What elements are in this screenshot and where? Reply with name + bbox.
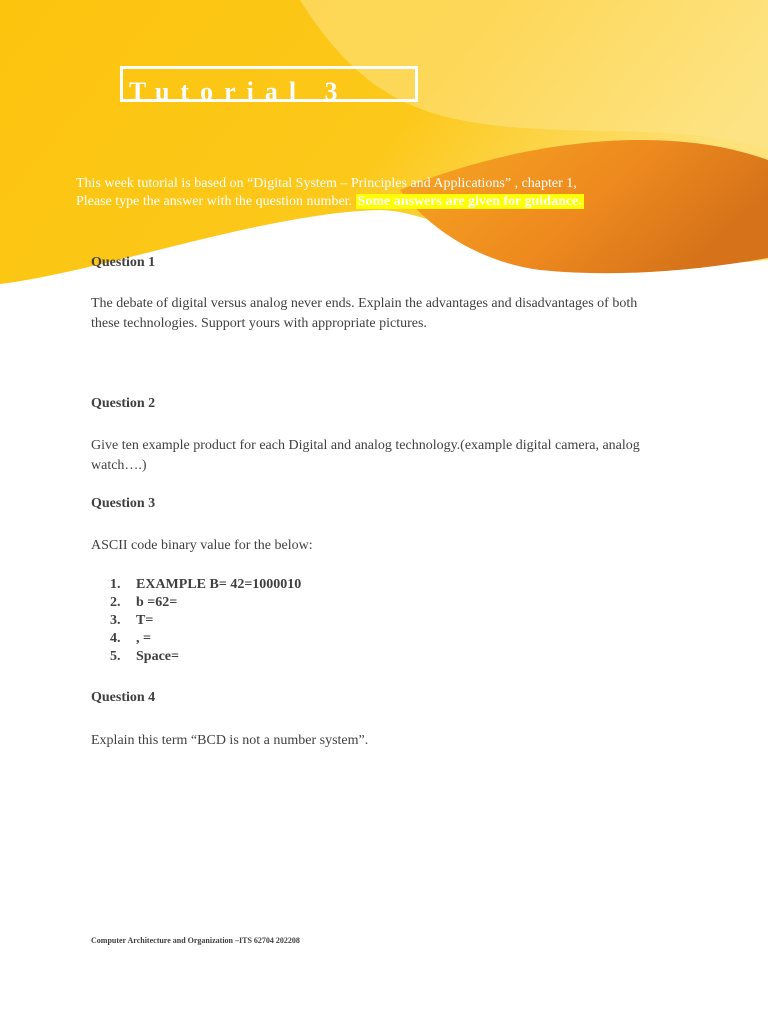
footer-text: Computer Architecture and Organization –ITS 62704 202208 bbox=[91, 936, 300, 945]
page-title: Tutorial 3 bbox=[129, 77, 349, 106]
list-item-text: EXAMPLE B= 42=1000010 bbox=[136, 577, 302, 592]
list-item-number: 1. bbox=[110, 577, 121, 592]
list-item bbox=[110, 630, 301, 648]
guidance-highlight: Some answers are given for guidance. bbox=[357, 194, 582, 209]
question-1-heading: Question 1 bbox=[91, 255, 156, 270]
ascii-list bbox=[110, 576, 301, 666]
question-3-heading: Question 3 bbox=[91, 496, 156, 511]
question-4-body: Explain this term “BCD is not a number system”. bbox=[91, 733, 369, 748]
list-item-text: b =62= bbox=[136, 595, 178, 610]
intro-line-1: This week tutorial is based on “Digital System – Principles and Applications” , chapter 1, bbox=[76, 176, 577, 191]
title-box bbox=[120, 66, 418, 106]
list-item-number: 4. bbox=[110, 631, 121, 646]
list-item bbox=[110, 648, 301, 666]
list-item bbox=[110, 594, 301, 612]
list-item bbox=[110, 612, 301, 630]
intro-line-2-text: Please type the answer with the question number. bbox=[76, 194, 353, 209]
question-1-body: The debate of digital versus analog never ends. Explain the advantages and disadvantages of both these technologies. Support yours with appropriate pictures. bbox=[91, 296, 638, 331]
list-item bbox=[110, 576, 301, 594]
list-item-text: Space= bbox=[136, 649, 179, 664]
list-item-number: 2. bbox=[110, 595, 121, 610]
intro-line-2 bbox=[76, 193, 636, 211]
list-item-text: , = bbox=[136, 631, 151, 646]
question-4-heading: Question 4 bbox=[91, 690, 156, 705]
question-2-heading: Question 2 bbox=[91, 396, 156, 411]
list-item-number: 5. bbox=[110, 649, 121, 664]
list-item-text: T= bbox=[136, 613, 154, 628]
intro-text bbox=[76, 175, 636, 211]
list-item-number: 3. bbox=[110, 613, 121, 628]
question-3-body: ASCII code binary value for the below: bbox=[91, 538, 313, 553]
question-2-body: Give ten example product for each Digital and analog technology.(example digital camera, analog watch….) bbox=[91, 438, 640, 473]
